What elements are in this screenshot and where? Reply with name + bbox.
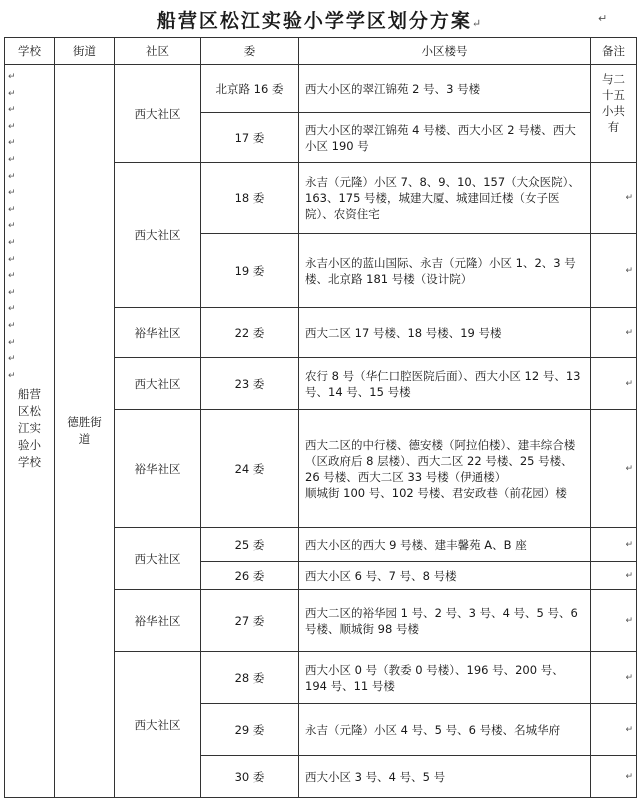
- school-cell: [5, 65, 55, 798]
- paragraph-mark: ↵: [591, 358, 637, 410]
- buildings-cell: 西大二区的裕华园 1 号、2 号、3 号、4 号、5 号、6 号楼、顺城街 98 号楼: [299, 590, 591, 652]
- community-cell: 西大社区: [115, 528, 201, 590]
- buildings-line: 顺城街 100 号、102 号楼、君安政巷（前花园）楼: [305, 485, 567, 500]
- community-cell: 西大社区: [115, 652, 201, 798]
- committee-cell: 30 委: [201, 756, 299, 798]
- paragraph-mark: ↵: [591, 704, 637, 756]
- buildings-cell: 永吉（元隆）小区 4 号、5 号、6 号楼、名城华府: [299, 704, 591, 756]
- buildings-cell: [299, 410, 591, 528]
- buildings-cell: 西大小区的西大 9 号楼、建丰馨苑 A、B 座: [299, 528, 591, 562]
- buildings-cell: 永吉（元隆）小区 7、8、9、10、157（大众医院）、163、175 号楼，城建大厦、城建回迁楼（女子医院）、农资住宅: [299, 163, 591, 234]
- table-row: [5, 65, 637, 113]
- committee-cell: 17 委: [201, 113, 299, 163]
- community-cell: 裕华社区: [115, 308, 201, 358]
- note-text: 与二十五小共有: [602, 72, 625, 134]
- committee-cell: 28 委: [201, 652, 299, 704]
- committee-cell: 19 委: [201, 234, 299, 308]
- committee-cell: 29 委: [201, 704, 299, 756]
- buildings-cell: 西大小区的翠江锦苑 2 号、3 号楼: [299, 65, 591, 113]
- community-cell: 裕华社区: [115, 410, 201, 528]
- buildings-line: 西大二区的中行楼、德安楼（阿拉伯楼）、建丰综合楼（区政府后 8 层楼）、西大二区 22 号楼、25 号楼、26 号楼、西大二区 33 号楼（伊通楼）: [305, 437, 576, 484]
- buildings-cell: 农行 8 号（华仁口腔医院后面）、西大小区 12 号、13 号、14 号、15 号楼: [299, 358, 591, 410]
- header-buildings: 小区楼号: [299, 38, 591, 65]
- header-street: 街道: [55, 38, 115, 65]
- committee-cell: 22 委: [201, 308, 299, 358]
- paragraph-mark: ↵: [591, 410, 637, 528]
- community-cell: 裕华社区: [115, 590, 201, 652]
- district-table: [4, 37, 637, 798]
- paragraph-mark: ↵: [591, 756, 637, 798]
- street-name: 德胜街道: [67, 415, 102, 446]
- committee-cell: 北京路 16 委: [201, 65, 299, 113]
- buildings-cell: 西大小区 6 号、7 号、8 号楼: [299, 562, 591, 590]
- header-row: [5, 38, 637, 65]
- committee-cell: 23 委: [201, 358, 299, 410]
- committee-cell: 18 委: [201, 163, 299, 234]
- committee-cell: 27 委: [201, 590, 299, 652]
- committee-cell: 26 委: [201, 562, 299, 590]
- paragraph-mark: ↵: [591, 590, 637, 652]
- street-cell: [55, 65, 115, 798]
- buildings-cell: 西大小区 0 号（教委 0 号楼）、196 号、200 号、194 号、11 号楼: [299, 652, 591, 704]
- paragraph-mark: ↵: [591, 562, 637, 590]
- community-cell: 西大社区: [115, 358, 201, 410]
- committee-cell: 24 委: [201, 410, 299, 528]
- paragraph-mark: ↵: [471, 17, 484, 30]
- community-cell: 西大社区: [115, 163, 201, 308]
- buildings-cell: 西大小区的翠江锦苑 4 号楼、西大小区 2 号楼、西大小区 190 号: [299, 113, 591, 163]
- committee-cell: 25 委: [201, 528, 299, 562]
- paragraph-mark: ↵: [591, 163, 637, 234]
- document-title: 船营区松江实验小学学区划分方案↵: [156, 10, 484, 32]
- header-school: 学校: [5, 38, 55, 65]
- paragraph-mark: ↵: [591, 308, 637, 358]
- paragraph-mark: ↵: [591, 528, 637, 562]
- header-note: 备注: [591, 38, 637, 65]
- school-name: 船营区松江实验小学校: [18, 387, 41, 470]
- paragraph-mark: ↵: [591, 652, 637, 704]
- community-cell: 西大社区: [115, 65, 201, 163]
- paragraph-mark: ↵: [598, 12, 608, 25]
- paragraph-mark: ↵: [591, 234, 637, 308]
- header-committee: 委: [201, 38, 299, 65]
- buildings-cell: 西大小区 3 号、4 号、5 号: [299, 756, 591, 798]
- paragraph-marks: ↵ ↵ ↵ ↵ ↵ ↵ ↵ ↵ ↵ ↵ ↵ ↵ ↵ ↵ ↵ ↵ ↵ ↵ ↵: [8, 72, 16, 381]
- buildings-cell: 西大二区 17 号楼、18 号楼、19 号楼: [299, 308, 591, 358]
- header-community: 社区: [115, 38, 201, 65]
- note-cell: [591, 65, 637, 163]
- buildings-cell: 永吉小区的蓝山国际、永吉（元隆）小区 1、2、3 号楼、北京路 181 号楼（设计院）: [299, 234, 591, 308]
